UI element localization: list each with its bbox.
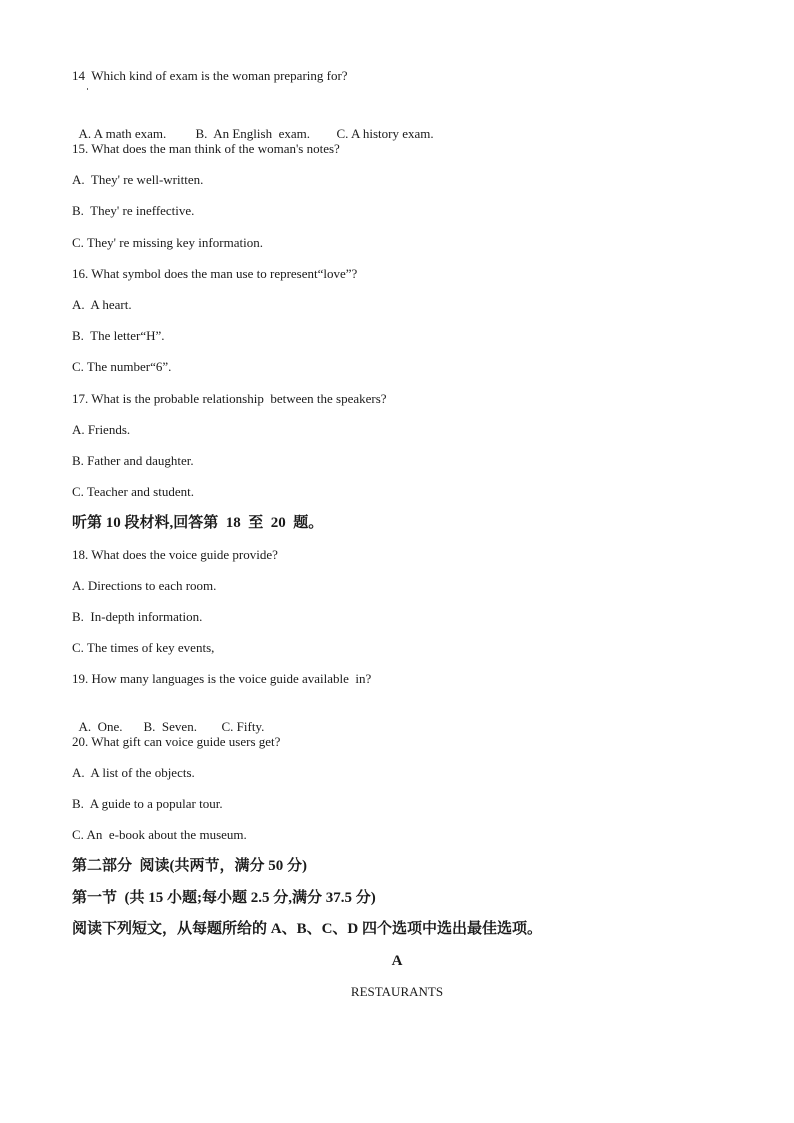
- q14-option-c: C. A history exam.: [336, 126, 434, 141]
- q19-option-c: C. Fifty.: [221, 719, 265, 734]
- q14-options: [72, 110, 434, 142]
- q20-option-c: C. An e-book about the museum.: [72, 827, 247, 842]
- q16-option-a: A. A heart.: [72, 297, 132, 312]
- q15-option-c: C. They' re missing key information.: [72, 235, 263, 250]
- q15-option-a: A. They' re well-written.: [72, 172, 204, 187]
- stray-mark: [87, 88, 88, 90]
- q19-options: [72, 703, 264, 735]
- q16-question: 16. What symbol does the man use to represent“love”?: [72, 266, 358, 281]
- q17-option-b: B. Father and daughter.: [72, 453, 194, 468]
- passage-letter: A: [391, 953, 403, 969]
- section-10-heading: 听第 10 段材料,回答第 18 至 20 题。: [72, 515, 324, 531]
- q14-option-a: A. A math exam.: [78, 126, 167, 141]
- q14-question: 14 Which kind of exam is the woman preparing for?: [72, 68, 348, 83]
- q20-option-a: A. A list of the objects.: [72, 765, 195, 780]
- q19-question: 19. How many languages is the voice guide available in?: [72, 671, 372, 686]
- q14-option-b: B. An English exam.: [195, 126, 310, 141]
- q19-option-b: B. Seven.: [143, 719, 197, 734]
- q17-option-c: C. Teacher and student.: [72, 484, 194, 499]
- q18-question: 18. What does the voice guide provide?: [72, 547, 278, 562]
- q16-option-b: B. The letter“H”.: [72, 328, 165, 343]
- q15-option-b: B. They' re ineffective.: [72, 203, 195, 218]
- q20-option-b: B. A guide to a popular tour.: [72, 796, 223, 811]
- q20-question: 20. What gift can voice guide users get?: [72, 734, 281, 749]
- q18-option-c: C. The times of key events,: [72, 640, 215, 655]
- q16-option-c: C. The number“6”.: [72, 359, 172, 374]
- section-1-heading: 第一节 (共 15 小题;每小题 2.5 分,满分 37.5 分): [72, 890, 376, 906]
- q15-question: 15. What does the man think of the woman's notes?: [72, 141, 340, 156]
- part-2-heading: 第二部分 阅读(共两节，满分 50 分): [72, 858, 307, 874]
- q17-question: 17. What is the probable relationship between the speakers?: [72, 391, 387, 406]
- q17-option-a: A. Friends.: [72, 422, 131, 437]
- q18-option-a: A. Directions to each room.: [72, 578, 217, 593]
- reading-instruction: 阅读下列短文，从每题所给的 A、B、C、D 四个选项中选出最佳选项。: [72, 921, 543, 937]
- q19-option-a: A. One.: [78, 719, 123, 734]
- passage-title: RESTAURANTS: [350, 984, 444, 999]
- q18-option-b: B. In-depth information.: [72, 609, 203, 624]
